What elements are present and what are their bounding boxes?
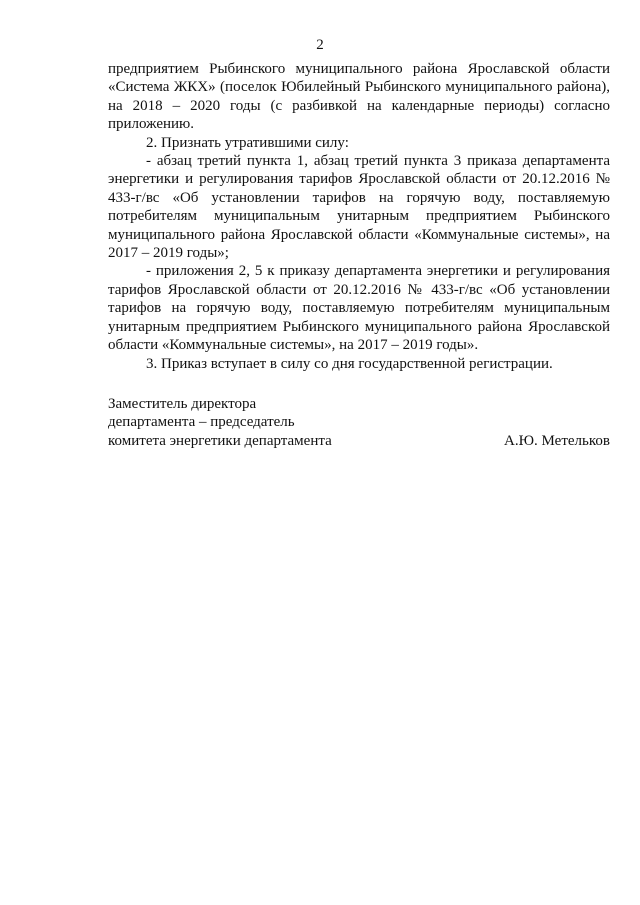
paragraph-item-2: 2. Признать утратившими силу: [146, 134, 349, 151]
paragraph-item-3: 3. Приказ вступает в силу со дня государственной регистрации. [146, 355, 553, 372]
paragraph-item-2-subitem-2: - приложения 2, 5 к приказу департамента энергетики и регулирования тарифов Ярославской области от 20.12.2016 № 433-г/вс «Об установлении тарифов на горячую воду, поставляемую потребителям муниципальным унитарным предприятием Рыбинского муниципального района Ярославской области «Коммунальные системы», на 2017 – 2019 годы». [108, 263, 610, 354]
signatory-name: А.Ю. Метельков [504, 432, 610, 449]
signatory-title-line-2: департамента – председатель [108, 414, 295, 431]
paragraph-item-2-subitem-1: - абзац третий пункта 1, абзац третий пункта 3 приказа департамента энергетики и регулирования тарифов Ярославской области от 20.12.2016 № 433-г/вс «Об установлении тарифов на горячую воду, поставляемую потребителям муниципальным унитарным предприятием Рыбинского муниципального района Ярославской области «Коммунальные системы», на 2017 – 2019 годы»; [108, 153, 610, 262]
signatory-title-line-3: комитета энергетики департамента [108, 432, 332, 449]
signatory-title-line-1: Заместитель директора [108, 396, 257, 412]
signature-block [108, 395, 610, 450]
paragraph-continuation: предприятием Рыбинского муниципального района Ярославской области «Система ЖКХ» (поселок Юбилейный Рыбинского муниципального района), на 2018 – 2020 годы (с разбивкой на календарные периоды) согласно приложению. [108, 61, 610, 133]
page-number: 2 [316, 37, 324, 53]
signatory-row [108, 432, 610, 450]
document-body [108, 60, 610, 373]
